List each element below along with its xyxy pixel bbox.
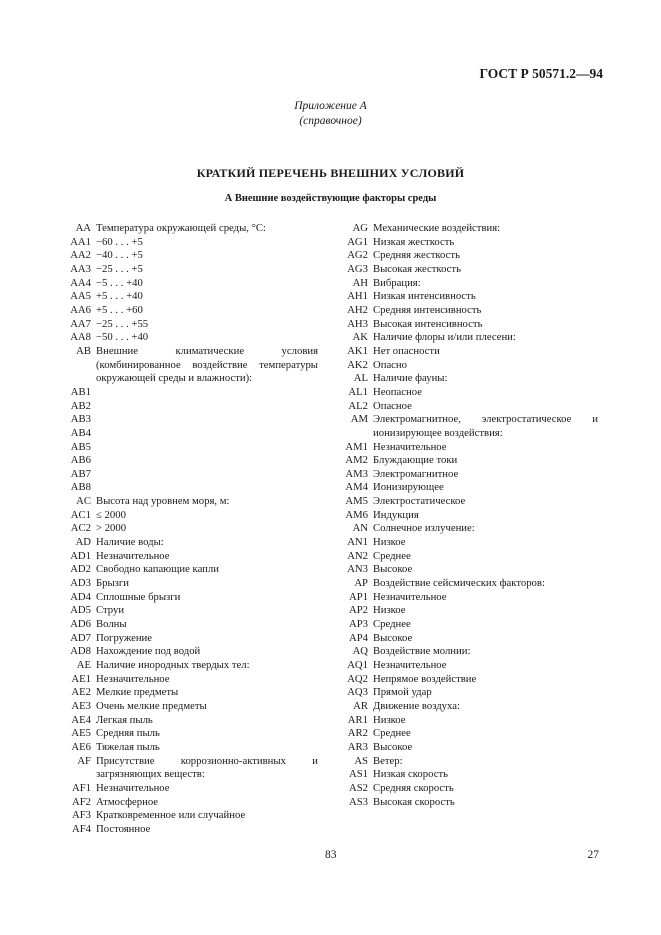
list-item (64, 632, 318, 646)
item-code: AA7 (70, 317, 91, 330)
item-text: −50 . . . +40 (96, 331, 149, 344)
list-item (64, 441, 318, 455)
list-item (64, 550, 318, 564)
list-item (341, 331, 598, 345)
item-code: AB (76, 344, 91, 357)
item-code: AC (76, 495, 91, 508)
item-text: Высокое (373, 563, 413, 576)
item-text: Наличие воды: (96, 536, 164, 549)
item-code: AD4 (70, 590, 91, 603)
list-item (341, 755, 598, 769)
list-item (64, 673, 318, 687)
list-item (64, 263, 318, 277)
item-text: −25 . . . +55 (96, 317, 149, 330)
appendix-heading (0, 99, 661, 129)
item-code: AA (75, 222, 91, 234)
item-text: Волны (96, 618, 127, 631)
list-item (64, 331, 318, 345)
item-code: AP4 (348, 631, 368, 644)
item-code: AN3 (347, 563, 368, 576)
list-item (341, 386, 598, 400)
item-text: Низкая скорость (373, 768, 448, 781)
list-item (64, 413, 318, 427)
item-code: AR3 (347, 740, 368, 753)
item-code: AM3 (345, 467, 368, 480)
item-code: AB8 (70, 481, 91, 494)
item-code: AM2 (345, 454, 368, 467)
item-code: AD1 (70, 549, 91, 562)
item-code: AM (350, 413, 368, 426)
item-text: Воздействие молнии: (373, 645, 471, 658)
right-column (341, 222, 598, 809)
list-item (341, 222, 598, 236)
item-code: AA2 (70, 249, 91, 262)
item-text (91, 413, 318, 427)
item-text: Атмосферное (96, 795, 159, 808)
item-text: Незначительное (373, 659, 447, 671)
item-code: AA3 (70, 262, 91, 275)
list-item (341, 454, 598, 468)
item-code: AP2 (348, 604, 368, 617)
item-text: −5 . . . +40 (96, 276, 143, 289)
list-item (341, 290, 598, 304)
list-item (341, 372, 598, 386)
item-code: AD6 (70, 618, 91, 631)
list-item (341, 441, 598, 455)
list-item (341, 400, 598, 414)
item-code: AM1 (345, 440, 368, 453)
list-item (64, 222, 318, 236)
list-item (64, 686, 318, 700)
item-code: AB4 (70, 426, 91, 439)
list-item (64, 495, 318, 509)
item-code: AA6 (70, 303, 91, 316)
list-item (341, 495, 598, 509)
list-item (64, 400, 318, 414)
item-text: Погружение (96, 631, 153, 644)
item-text: Низкое (373, 713, 406, 726)
list-item (341, 277, 598, 291)
item-text: −60 . . . +5 (96, 235, 143, 248)
item-text: Неопасное (373, 385, 422, 398)
list-item (64, 536, 318, 550)
list-item (341, 318, 598, 332)
list-item (341, 604, 598, 618)
list-item (341, 236, 598, 250)
standard-number: ГОСТ Р 50571.2—94 (479, 66, 603, 81)
list-item (341, 673, 598, 687)
list-item (64, 796, 318, 810)
list-item (341, 741, 598, 755)
item-text (91, 427, 318, 441)
item-code: AK2 (347, 358, 368, 371)
list-item (64, 318, 318, 332)
item-text: Высокое (373, 631, 413, 644)
list-item (341, 727, 598, 741)
item-text: > 2000 (96, 522, 127, 535)
item-text (91, 481, 318, 495)
item-code: AK (352, 331, 368, 344)
item-code: AE5 (71, 727, 91, 740)
item-code: AB5 (70, 440, 91, 453)
item-code: AP3 (348, 618, 368, 631)
item-code: AQ2 (347, 672, 368, 685)
item-text: Наличие фауны: (373, 372, 448, 385)
item-text: Постоянное (96, 822, 151, 835)
item-text: Наличие инородных твердых тел: (96, 659, 250, 671)
item-text: Мелкие предметы (96, 686, 179, 699)
item-code: AN (352, 522, 368, 535)
item-code: AC1 (70, 508, 91, 521)
item-text: Низкая жесткость (373, 235, 455, 248)
item-text: Опасное (373, 399, 412, 412)
list-item (341, 522, 598, 536)
list-item (64, 563, 318, 577)
list-item (64, 741, 318, 755)
item-text (91, 441, 318, 455)
item-code: AL (353, 372, 368, 385)
item-code: AH3 (347, 317, 368, 330)
item-text: Очень мелкие предметы (96, 699, 207, 712)
list-item (64, 755, 318, 782)
list-item (64, 386, 318, 400)
item-code: AK1 (347, 344, 368, 357)
item-code: AE2 (71, 686, 91, 699)
item-code: AD8 (70, 645, 91, 658)
item-text: Свободно капающие капли (96, 563, 219, 576)
item-code: AB1 (70, 385, 91, 398)
list-item (341, 263, 598, 277)
list-item (341, 481, 598, 495)
item-code: AQ3 (347, 686, 368, 699)
item-code: AS (354, 754, 368, 767)
list-item (64, 577, 318, 591)
item-text: Высокая скорость (373, 795, 455, 808)
item-code: AH1 (347, 290, 368, 303)
item-text: Температура окружающей среды, °С: (96, 222, 266, 234)
list-item (64, 727, 318, 741)
item-text: Высокая жесткость (373, 262, 461, 275)
item-code: AL1 (348, 385, 368, 398)
item-code: AE (76, 659, 91, 671)
list-item (64, 618, 318, 632)
item-code: AH2 (347, 303, 368, 316)
item-code: AN1 (347, 536, 368, 549)
item-text: +5 . . . +40 (96, 290, 143, 303)
item-code: AB3 (70, 413, 91, 426)
item-text: Средняя интенсивность (373, 303, 482, 316)
list-item (341, 632, 598, 646)
item-code: AB6 (70, 454, 91, 467)
item-text: Незначительное (96, 672, 170, 685)
item-text: Высота над уровнем моря, м: (96, 495, 230, 508)
list-item (64, 509, 318, 523)
list-item (64, 809, 318, 823)
item-code: AE6 (71, 740, 91, 753)
item-text: Механические воздействия: (373, 222, 501, 234)
list-item (64, 249, 318, 263)
item-code: AQ1 (347, 659, 368, 671)
item-code: AS2 (348, 781, 368, 794)
list-item (341, 591, 598, 605)
section-subtitle: А Внешние воздействующие факторы среды (224, 193, 437, 204)
item-code: AF4 (71, 822, 91, 835)
item-text: Струи (96, 604, 125, 617)
item-text (91, 468, 318, 482)
list-item (341, 413, 598, 440)
item-code: AF2 (71, 795, 91, 808)
item-text: Низкая интенсивность (373, 290, 476, 303)
item-text: Ветер: (373, 754, 403, 767)
item-text: Низкое (373, 536, 406, 549)
item-code: AD7 (70, 631, 91, 644)
list-item (341, 714, 598, 728)
list-item (64, 604, 318, 618)
item-text: Присутствие коррозионно-активных и загрязняющих веществ: (96, 754, 318, 781)
item-text: Нахождение под водой (96, 645, 201, 658)
item-code: AA5 (70, 290, 91, 303)
item-code: AR2 (347, 727, 368, 740)
item-code: AH (352, 276, 368, 289)
list-item (341, 659, 598, 673)
item-code: AP (354, 577, 368, 590)
list-item (341, 468, 598, 482)
item-code: AB2 (70, 399, 91, 412)
item-text: Незначительное (96, 549, 170, 562)
list-item (64, 290, 318, 304)
item-code: AF1 (71, 781, 91, 794)
item-text: Брызги (96, 577, 129, 590)
list-item (341, 577, 598, 591)
appendix-label: Приложение А (294, 100, 367, 112)
list-item (341, 536, 598, 550)
list-item (64, 481, 318, 495)
list-item (341, 768, 598, 782)
item-code: AF (77, 754, 91, 767)
list-item (341, 645, 598, 659)
item-code: AQ (352, 645, 368, 658)
list-item (64, 591, 318, 605)
item-text: Непрямое воздействие (373, 672, 477, 685)
item-text: Средняя жесткость (373, 249, 460, 262)
item-code: AD2 (70, 563, 91, 576)
item-text: Средняя пыль (96, 727, 160, 740)
item-code: AD (75, 536, 91, 549)
list-item (341, 359, 598, 373)
item-text: Низкое (373, 604, 406, 617)
item-text (91, 400, 318, 414)
item-text (91, 454, 318, 468)
item-text: Легкая пыль (96, 713, 153, 726)
list-item (64, 304, 318, 318)
list-item (341, 345, 598, 359)
list-item (341, 509, 598, 523)
item-text: Сплошные брызги (96, 590, 181, 603)
item-text: Блуждающие токи (373, 454, 458, 467)
item-code: AP1 (348, 590, 368, 603)
appendix-note: (справочное) (299, 115, 362, 127)
list-item (64, 823, 318, 837)
item-text: Среднее (373, 727, 411, 740)
list-item (64, 277, 318, 291)
item-text: Электромагнитное (373, 467, 459, 480)
item-code: AG3 (347, 262, 368, 275)
list-item (341, 700, 598, 714)
list-item (341, 550, 598, 564)
item-code: AS3 (348, 795, 368, 808)
item-text: Нет опасности (373, 344, 440, 357)
item-text: Электростатическое (373, 495, 466, 508)
list-item (64, 645, 318, 659)
item-text: Наличие флоры и/или плесени: (373, 331, 516, 344)
item-text: −25 . . . +5 (96, 262, 143, 275)
list-item (64, 454, 318, 468)
item-text: Среднее (373, 618, 411, 631)
item-text: Незначительное (373, 590, 447, 603)
item-code: AR1 (347, 713, 368, 726)
item-text: Электромагнитное, электростатическое и ионизирующее воздействия: (373, 413, 598, 439)
item-code: AF3 (71, 809, 91, 822)
item-code: AG2 (347, 249, 368, 262)
list-item (341, 782, 598, 796)
list-item (341, 686, 598, 700)
item-code: AG1 (347, 235, 368, 248)
item-text: Высокое (373, 740, 413, 753)
item-code: AA1 (70, 235, 91, 248)
list-item (64, 522, 318, 536)
list-item (64, 782, 318, 796)
list-item (341, 249, 598, 263)
page-number-right: 27 (587, 849, 599, 861)
item-text: Кратковременное или случайное (96, 809, 246, 822)
list-item (64, 714, 318, 728)
item-text: Индукция (373, 508, 419, 521)
item-code: AM6 (345, 508, 368, 521)
list-item (64, 700, 318, 714)
left-column (64, 222, 318, 837)
item-code: AC2 (70, 522, 91, 535)
item-text: Вибрация: (373, 276, 421, 289)
item-text: Незначительное (96, 781, 170, 794)
item-text: Солнечное излучение: (373, 522, 475, 535)
item-code: AL2 (348, 399, 368, 412)
item-text: Воздействие сейсмических факторов: (373, 577, 545, 590)
item-text: Ионизирующее (373, 481, 444, 494)
list-item (64, 468, 318, 482)
item-text: Незначительное (373, 440, 447, 453)
item-code: AG (352, 222, 368, 234)
item-text: Движение воздуха: (373, 699, 460, 712)
item-code: AB7 (70, 467, 91, 480)
list-item (341, 796, 598, 810)
item-code: AN2 (347, 549, 368, 562)
list-item (64, 427, 318, 441)
item-text: −40 . . . +5 (96, 249, 143, 262)
item-text: Тяжелая пыль (96, 740, 160, 753)
item-code: AD3 (70, 577, 91, 590)
list-item (64, 236, 318, 250)
list-item (341, 304, 598, 318)
item-text: Внешние климатические условия (комбинированное воздействие температуры окружающей среды и влажности): (96, 344, 318, 385)
item-text: +5 . . . +60 (96, 303, 143, 316)
item-code: AD5 (70, 604, 91, 617)
item-text: Прямой удар (373, 686, 432, 699)
list-item (64, 659, 318, 673)
item-code: AA4 (70, 276, 91, 289)
page-title: КРАТКИЙ ПЕРЕЧЕНЬ ВНЕШНИХ УСЛОВИЙ (196, 166, 465, 180)
item-text: Среднее (373, 549, 411, 562)
item-code: AE3 (71, 699, 91, 712)
item-text: ≤ 2000 (96, 508, 126, 521)
page-number-center: 83 (325, 849, 337, 861)
item-code: AM5 (345, 495, 368, 508)
list-item (341, 563, 598, 577)
list-item (341, 618, 598, 632)
item-text: Средняя скорость (373, 781, 454, 794)
item-code: AS1 (348, 768, 368, 781)
item-text: Высокая интенсивность (373, 317, 483, 330)
item-text (91, 386, 318, 400)
item-code: AM4 (345, 481, 368, 494)
item-text: Опасно (373, 358, 407, 371)
item-code: AR (353, 699, 368, 712)
item-code: AE4 (71, 713, 91, 726)
list-item (64, 345, 318, 386)
item-code: AE1 (71, 672, 91, 685)
item-code: AA8 (70, 331, 91, 344)
